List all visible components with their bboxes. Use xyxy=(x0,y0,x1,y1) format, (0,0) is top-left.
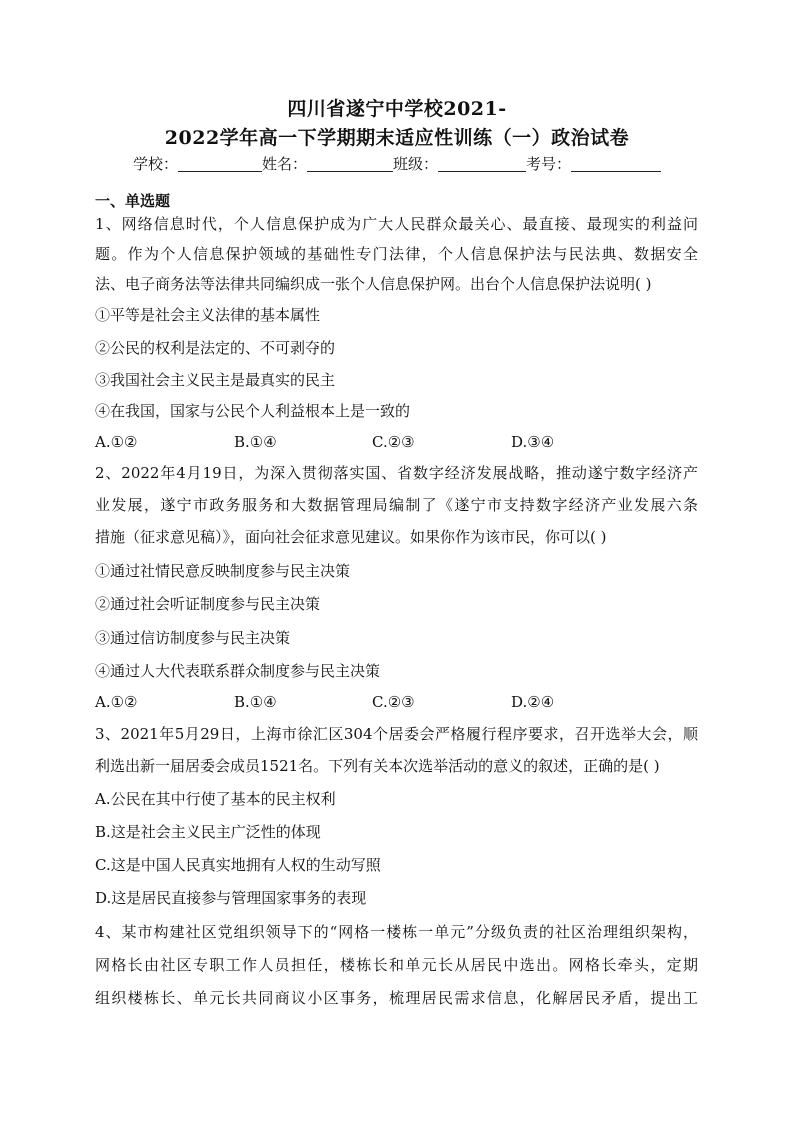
question-1-statement: ②公民的权利是法定的、不可剥夺的 xyxy=(95,339,336,357)
question-4-line: 网格长由社区专职工作人员担任，楼栋长和单元长从居民中选出。网格长牵头，定期 xyxy=(95,956,698,974)
question-2-statement: ①通过社情民意反映制度参与民主决策 xyxy=(95,562,351,580)
question-2-options xyxy=(95,693,695,713)
question-3-line: 利选出新一届居委会成员1521名。下列有关本次选举活动的意义的叙述，正确的是( ) xyxy=(95,757,660,775)
option-d[interactable]: D.③④ xyxy=(511,433,555,451)
option-d[interactable]: D.②④ xyxy=(511,693,555,711)
question-2-statement: ④通过人大代表联系群众制度参与民主决策 xyxy=(95,662,381,680)
question-1-line: 法、电子商务法等法律共同编织成一张个人信息保护网。出台个人信息保护法说明( ) xyxy=(95,275,652,293)
question-3-choice[interactable]: B.这是社会主义民主广泛性的体现 xyxy=(95,823,321,841)
option-b[interactable]: B.①④ xyxy=(234,433,277,451)
question-1-statement: ①平等是社会主义法律的基本属性 xyxy=(95,306,321,324)
exam-no-label: 考号： xyxy=(526,155,572,173)
question-1-line: 题。作为个人信息保护领域的基础性专门法律，个人信息保护法与民法典、数据安全 xyxy=(95,245,698,263)
section-heading: 一、单选题 xyxy=(95,192,171,210)
name-label: 姓名： xyxy=(261,155,307,173)
question-2-line: 业发展，遂宁市政务服务和大数据管理局编制了《遂宁市支持数字经济产业发展六条 xyxy=(95,496,698,514)
question-2-statement: ③通过信访制度参与民主决策 xyxy=(95,629,291,647)
exam-no-blank xyxy=(571,155,661,172)
question-3-line: 3、2021年5月29日，上海市徐汇区304个居委会严格履行程序要求，召开选举大会，顺 xyxy=(95,725,698,743)
question-3-choice[interactable]: A.公民在其中行使了基本的民主权利 xyxy=(95,790,336,808)
question-2-line: 2、2022年4月19日，为深入贯彻落实国、省数字经济发展战略，推动遂宁数字经济产 xyxy=(95,464,698,482)
question-2-statement: ②通过社会听证制度参与民主决策 xyxy=(95,595,321,613)
class-blank xyxy=(438,155,526,172)
exam-title-line1: 四川省遂宁中学校2021- xyxy=(287,98,507,120)
student-info-line xyxy=(0,153,794,174)
question-3-choice[interactable]: D.这是居民直接参与管理国家事务的表现 xyxy=(95,889,367,907)
question-1-statement: ③我国社会主义民主是最真实的民主 xyxy=(95,371,336,389)
name-blank xyxy=(307,155,393,172)
question-4-line: 4、某市构建社区党组织领导下的“网格一楼栋一单元”分级负责的社区治理组织架构， xyxy=(95,923,698,941)
school-blank xyxy=(178,155,262,172)
question-4-line: 组织楼栋长、单元长共同商议小区事务，梳理居民需求信息，化解居民矛盾，提出工 xyxy=(95,989,698,1007)
class-label: 班级： xyxy=(393,155,439,173)
question-3-choice[interactable]: C.这是中国人民真实地拥有人权的生动写照 xyxy=(95,856,381,874)
question-1-line: 1、网络信息时代，个人信息保护成为广大人民群众最关心、最直接、最现实的利益问 xyxy=(95,215,698,233)
option-c[interactable]: C.②③ xyxy=(372,693,415,711)
question-1-statement: ④在我国，国家与公民个人利益根本上是一致的 xyxy=(95,402,411,420)
option-b[interactable]: B.①④ xyxy=(234,693,277,711)
option-c[interactable]: C.②③ xyxy=(372,433,415,451)
school-label: 学校： xyxy=(132,155,178,173)
option-a[interactable]: A.①② xyxy=(95,693,138,711)
exam-title-line2: 2022学年高一下学期期末适应性训练（一）政治试卷 xyxy=(164,127,630,149)
option-a[interactable]: A.①② xyxy=(95,433,138,451)
question-1-options xyxy=(95,433,695,453)
question-2-line: 措施（征求意见稿）》，面向社会征求意见建议。如果你作为该市民，你可以( ) xyxy=(95,528,607,546)
